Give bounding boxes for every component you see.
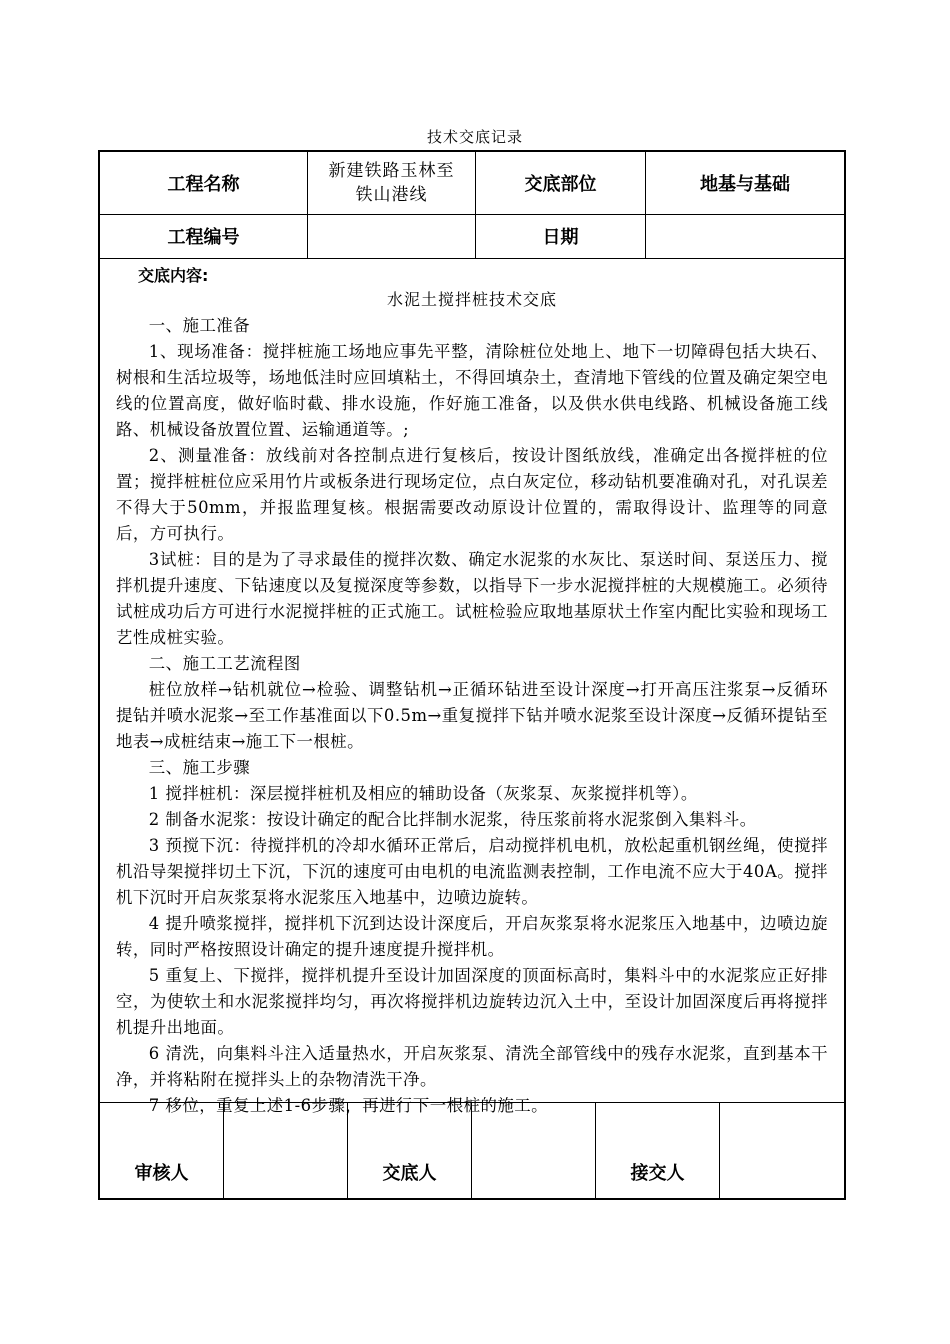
content-paragraph: 桩位放样→钻机就位→检验、调整钻机→正循环钻进至设计深度→打开高压注浆泵→反循环提钻并喷水泥浆→至工作基准面以下0.5m→重复搅拌下钻并喷水泥浆至设计深度→反循环提钻至地表→成桩结束→施工下一根桩。 [116,680,828,751]
receiver-value [720,1103,844,1199]
section-heading: 二、施工工艺流程图 [148,654,301,673]
content-paragraph: 7 移位，重复上述1-6步骤，再进行下一根桩的施工。 [148,1096,549,1115]
project-name-line-1: 新建铁路玉林至 [328,161,455,181]
date-label: 日期 [476,214,646,258]
content-paragraph: 3试桩：目的是为了寻求最佳的搅拌次数、确定水泥浆的水灰比、泵送时间、泵送压力、搅拌机提升速度、下钻速度以及复搅深度等参数，以指导下一步水泥搅拌桩的大规模施工。必须待试桩成功后方可进行水泥搅拌桩的正式施工。试桩检验应取地基原状土作室内配比实验和现场工艺性成桩实验。 [116,550,828,647]
project-name-value [308,152,476,214]
discloser-label: 交底人 [348,1103,472,1199]
header-row-2 [100,214,844,259]
content-paragraph: 3 预搅下沉：待搅拌机的冷却水循环正常后，启动搅拌机电机，放松起重机钢丝绳，使搅拌机沿导架搅拌切土下沉，下沉的速度可由电机的电流监测表控制，工作电流不应大于40A。搅拌机下沉时开启灰浆泵将水泥浆压入地基中，边喷边旋转。 [116,836,828,907]
project-name-line-2: 铁山港线 [355,185,428,205]
content-paragraph: 5 重复上、下搅拌，搅拌机提升至设计加固深度的顶面标高时，集料斗中的水泥浆应正好排空，为使软土和水泥浆搅拌均匀，再次将搅拌机边旋转边沉入土中，至设计加固深度后再将搅拌机提升出地面。 [116,966,828,1037]
content-paragraph: 2 制备水泥浆：按设计确定的配合比拌制水泥浆，待压浆前将水泥浆倒入集料斗。 [148,810,757,829]
reviewer-label: 审核人 [100,1103,224,1199]
date-value [646,214,844,258]
project-no-label: 工程编号 [100,214,308,258]
reviewer-value [224,1103,348,1199]
section-heading: 一、施工准备 [148,316,251,335]
document-title: 技术交底记录 [426,128,523,146]
project-name-label: 工程名称 [100,152,308,214]
content-paragraph: 2、测量准备：放线前对各控制点进行复核后，按设计图纸放线，准确定出各搅拌桩的位置；搅拌桩桩位应采用竹片或板条进行现场定位，点白灰定位，移动钻机要准确对孔，对孔误差不得大于50mm，并报监理复核。根据需要改动原设计位置的，需取得设计、监理等的同意后，方可执行。 [116,446,828,543]
disclosure-form [98,150,846,1200]
part-label: 交底部位 [476,152,646,214]
discloser-value [472,1103,596,1199]
content-paragraph: 4 提升喷浆搅拌，搅拌机下沉到达设计深度后，开启灰浆泵将水泥浆压入地基中，边喷边旋转，同时严格按照设计确定的提升速度提升搅拌机。 [116,914,828,959]
header-row-1 [100,152,844,215]
receiver-label: 接交人 [596,1103,720,1199]
content-paragraph: 1、现场准备：搅拌桩施工场地应事先平整，清除桩位处地上、地下一切障碍包括大块石、树根和生活垃圾等，场地低洼时应回填粘土，不得回填杂土，查清地下管线的位置及确定架空电线的位置高度，做好临时截、排水设施，作好施工准备，以及供水供电线路、机械设备施工线路、机械设备放置位置、运输通道等。; [116,342,828,439]
content-title: 水泥土搅拌桩技术交底 [386,290,557,309]
content-paragraph: 6 清洗，向集料斗注入适量热水，开启灰浆泵、清洗全部管线中的残存水泥浆，直到基本干净，并将粘附在搅拌头上的杂物清洗干净。 [116,1044,828,1089]
part-value: 地基与基础 [700,174,790,195]
signature-row [100,1102,844,1199]
content-label: 交底内容: [138,266,209,285]
disclosure-content [100,259,844,1115]
project-no-value [308,214,476,258]
content-paragraph: 1 搅拌桩机：深层搅拌桩机及相应的辅助设备（灰浆泵、灰浆搅拌机等）。 [148,784,698,803]
section-heading: 三、施工步骤 [148,758,251,777]
